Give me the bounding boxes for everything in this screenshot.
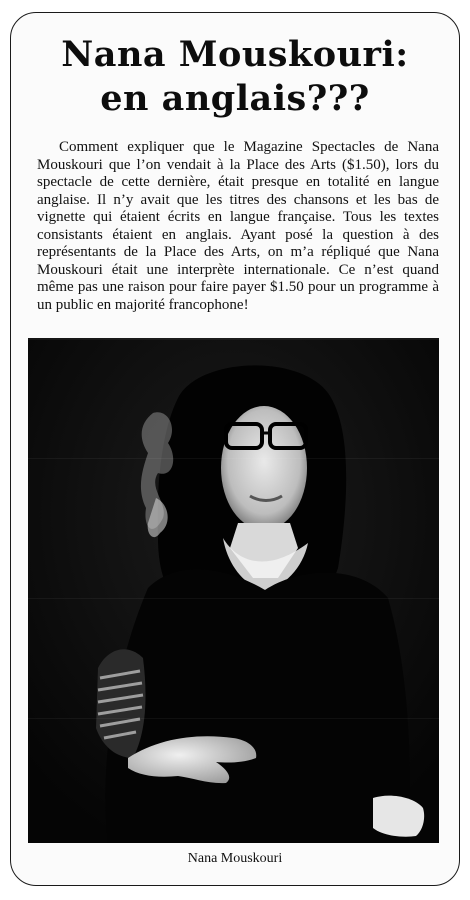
photo-caption: Nana Mouskouri: [187, 851, 283, 866]
headline-line-2: en anglais???: [100, 78, 370, 119]
article-body: [37, 139, 439, 314]
headline: [11, 33, 459, 121]
headline-line-1: Nana Mouskouri:: [61, 34, 409, 75]
portrait-photo: [28, 338, 439, 843]
article-body-text: Comment expliquer que le Magazine Spectacles de Nana Mouskouri que l’on vendait à la Place des Arts ($1.50), lors du spectacle de cette dernière, était presque en totalité en langue anglaise. Il n’y avait que les titres des chansons et les bas de vignette qui étaient écrits en langue française. Tous les textes consistants étaient en anglais. Ayant posé la question à des représentants de la Place des Arts, on m’a répliqué que Nana Mouskouri était une interprète internationale. Ce n’est quand même pas une raison pour faire payer $1.50 pour un programme à un public en majorité francophone!: [37, 139, 439, 313]
